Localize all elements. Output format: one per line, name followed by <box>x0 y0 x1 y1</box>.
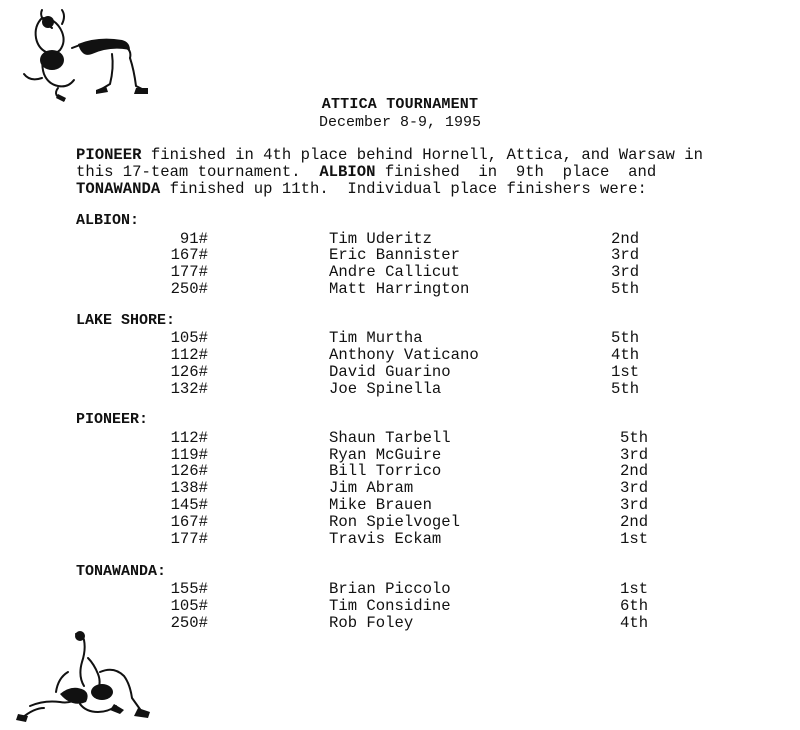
place-finish: 4th <box>620 614 649 632</box>
wrestler-name: Ron Spielvogel <box>329 513 461 531</box>
wrestler-name: Mike Brauen <box>329 496 432 514</box>
weight-class: 105# <box>170 597 208 615</box>
weight-class: 119# <box>170 446 208 464</box>
place-finish: 3rd <box>611 246 640 264</box>
result-row <box>0 513 800 530</box>
result-row <box>0 329 800 346</box>
weight-class: 250# <box>170 280 208 298</box>
summary-paragraph <box>76 147 766 198</box>
result-row <box>0 230 800 247</box>
result-row <box>0 246 800 263</box>
document-title: ATTICA TOURNAMENT <box>321 96 479 113</box>
summary-team-tonawanda: TONAWANDA <box>76 180 161 198</box>
weight-class: 145# <box>170 496 208 514</box>
team-heading-pioneer: PIONEER: <box>76 411 149 428</box>
result-row <box>0 597 800 614</box>
wrestler-name: David Guarino <box>329 363 451 381</box>
result-row <box>0 363 800 380</box>
place-finish: 6th <box>620 597 649 615</box>
wrestler-name: Eric Bannister <box>329 246 461 264</box>
result-row <box>0 263 800 280</box>
summary-text: finished in 9th place and <box>375 163 657 181</box>
wrestler-name: Ryan McGuire <box>329 446 442 464</box>
result-row <box>0 429 800 446</box>
place-finish: 1st <box>620 580 649 598</box>
result-row <box>0 462 800 479</box>
weight-class: 132# <box>170 380 208 398</box>
weight-class: 155# <box>170 580 208 598</box>
wrestler-name: Travis Eckam <box>329 530 442 548</box>
result-row <box>0 446 800 463</box>
summary-team-albion: ALBION <box>319 163 376 181</box>
wrestler-name: Matt Harrington <box>329 280 470 298</box>
weight-class: 250# <box>170 614 208 632</box>
summary-text: this 17-team tournament. <box>76 163 320 181</box>
place-finish: 5th <box>611 380 640 398</box>
weight-class: 177# <box>170 530 208 548</box>
weight-class: 112# <box>170 429 208 447</box>
wrestler-name: Brian Piccolo <box>329 580 451 598</box>
summary-text: finished up 11th. Individual place finishers were: <box>160 180 647 198</box>
result-row <box>0 346 800 363</box>
weight-class: 105# <box>170 329 208 347</box>
result-row <box>0 580 800 597</box>
result-row <box>0 280 800 297</box>
wrestler-name: Tim Uderitz <box>329 230 432 248</box>
place-finish: 3rd <box>620 479 649 497</box>
weight-class: 91# <box>179 230 208 248</box>
team-heading-albion: ALBION: <box>76 212 140 229</box>
wrestler-name: Jim Abram <box>329 479 414 497</box>
wrestler-name: Shaun Tarbell <box>329 429 451 447</box>
wrestler-name: Anthony Vaticano <box>329 346 479 364</box>
result-row <box>0 530 800 547</box>
wrestler-name: Rob Foley <box>329 614 414 632</box>
place-finish: 4th <box>611 346 640 364</box>
place-finish: 2nd <box>620 513 649 531</box>
weight-class: 126# <box>170 462 208 480</box>
document-date: December 8-9, 1995 <box>318 114 482 131</box>
wrestlers-clipart-icon <box>12 8 160 103</box>
place-finish: 2nd <box>620 462 649 480</box>
wrestlers-clipart-icon <box>10 628 160 726</box>
place-finish: 1st <box>620 530 649 548</box>
result-row <box>0 380 800 397</box>
result-row <box>0 496 800 513</box>
team-heading-lake-shore: LAKE SHORE: <box>76 312 176 329</box>
place-finish: 3rd <box>611 263 640 281</box>
place-finish: 1st <box>611 363 640 381</box>
place-finish: 5th <box>611 329 640 347</box>
place-finish: 5th <box>620 429 649 447</box>
place-finish: 5th <box>611 280 640 298</box>
weight-class: 167# <box>170 513 208 531</box>
place-finish: 3rd <box>620 496 649 514</box>
result-row <box>0 479 800 496</box>
summary-text: finished in 4th place behind Hornell, Attica, and Warsaw in <box>141 146 703 164</box>
wrestler-name: Andre Callicut <box>329 263 461 281</box>
place-finish: 2nd <box>611 230 640 248</box>
place-finish: 3rd <box>620 446 649 464</box>
weight-class: 126# <box>170 363 208 381</box>
weight-class: 112# <box>170 346 208 364</box>
wrestler-name: Bill Torrico <box>329 462 442 480</box>
wrestler-name: Tim Considine <box>329 597 451 615</box>
weight-class: 138# <box>170 479 208 497</box>
weight-class: 177# <box>170 263 208 281</box>
weight-class: 167# <box>170 246 208 264</box>
summary-team-pioneer: PIONEER <box>76 146 142 164</box>
wrestler-name: Tim Murtha <box>329 329 423 347</box>
wrestler-name: Joe Spinella <box>329 380 442 398</box>
team-heading-tonawanda: TONAWANDA: <box>76 563 167 580</box>
